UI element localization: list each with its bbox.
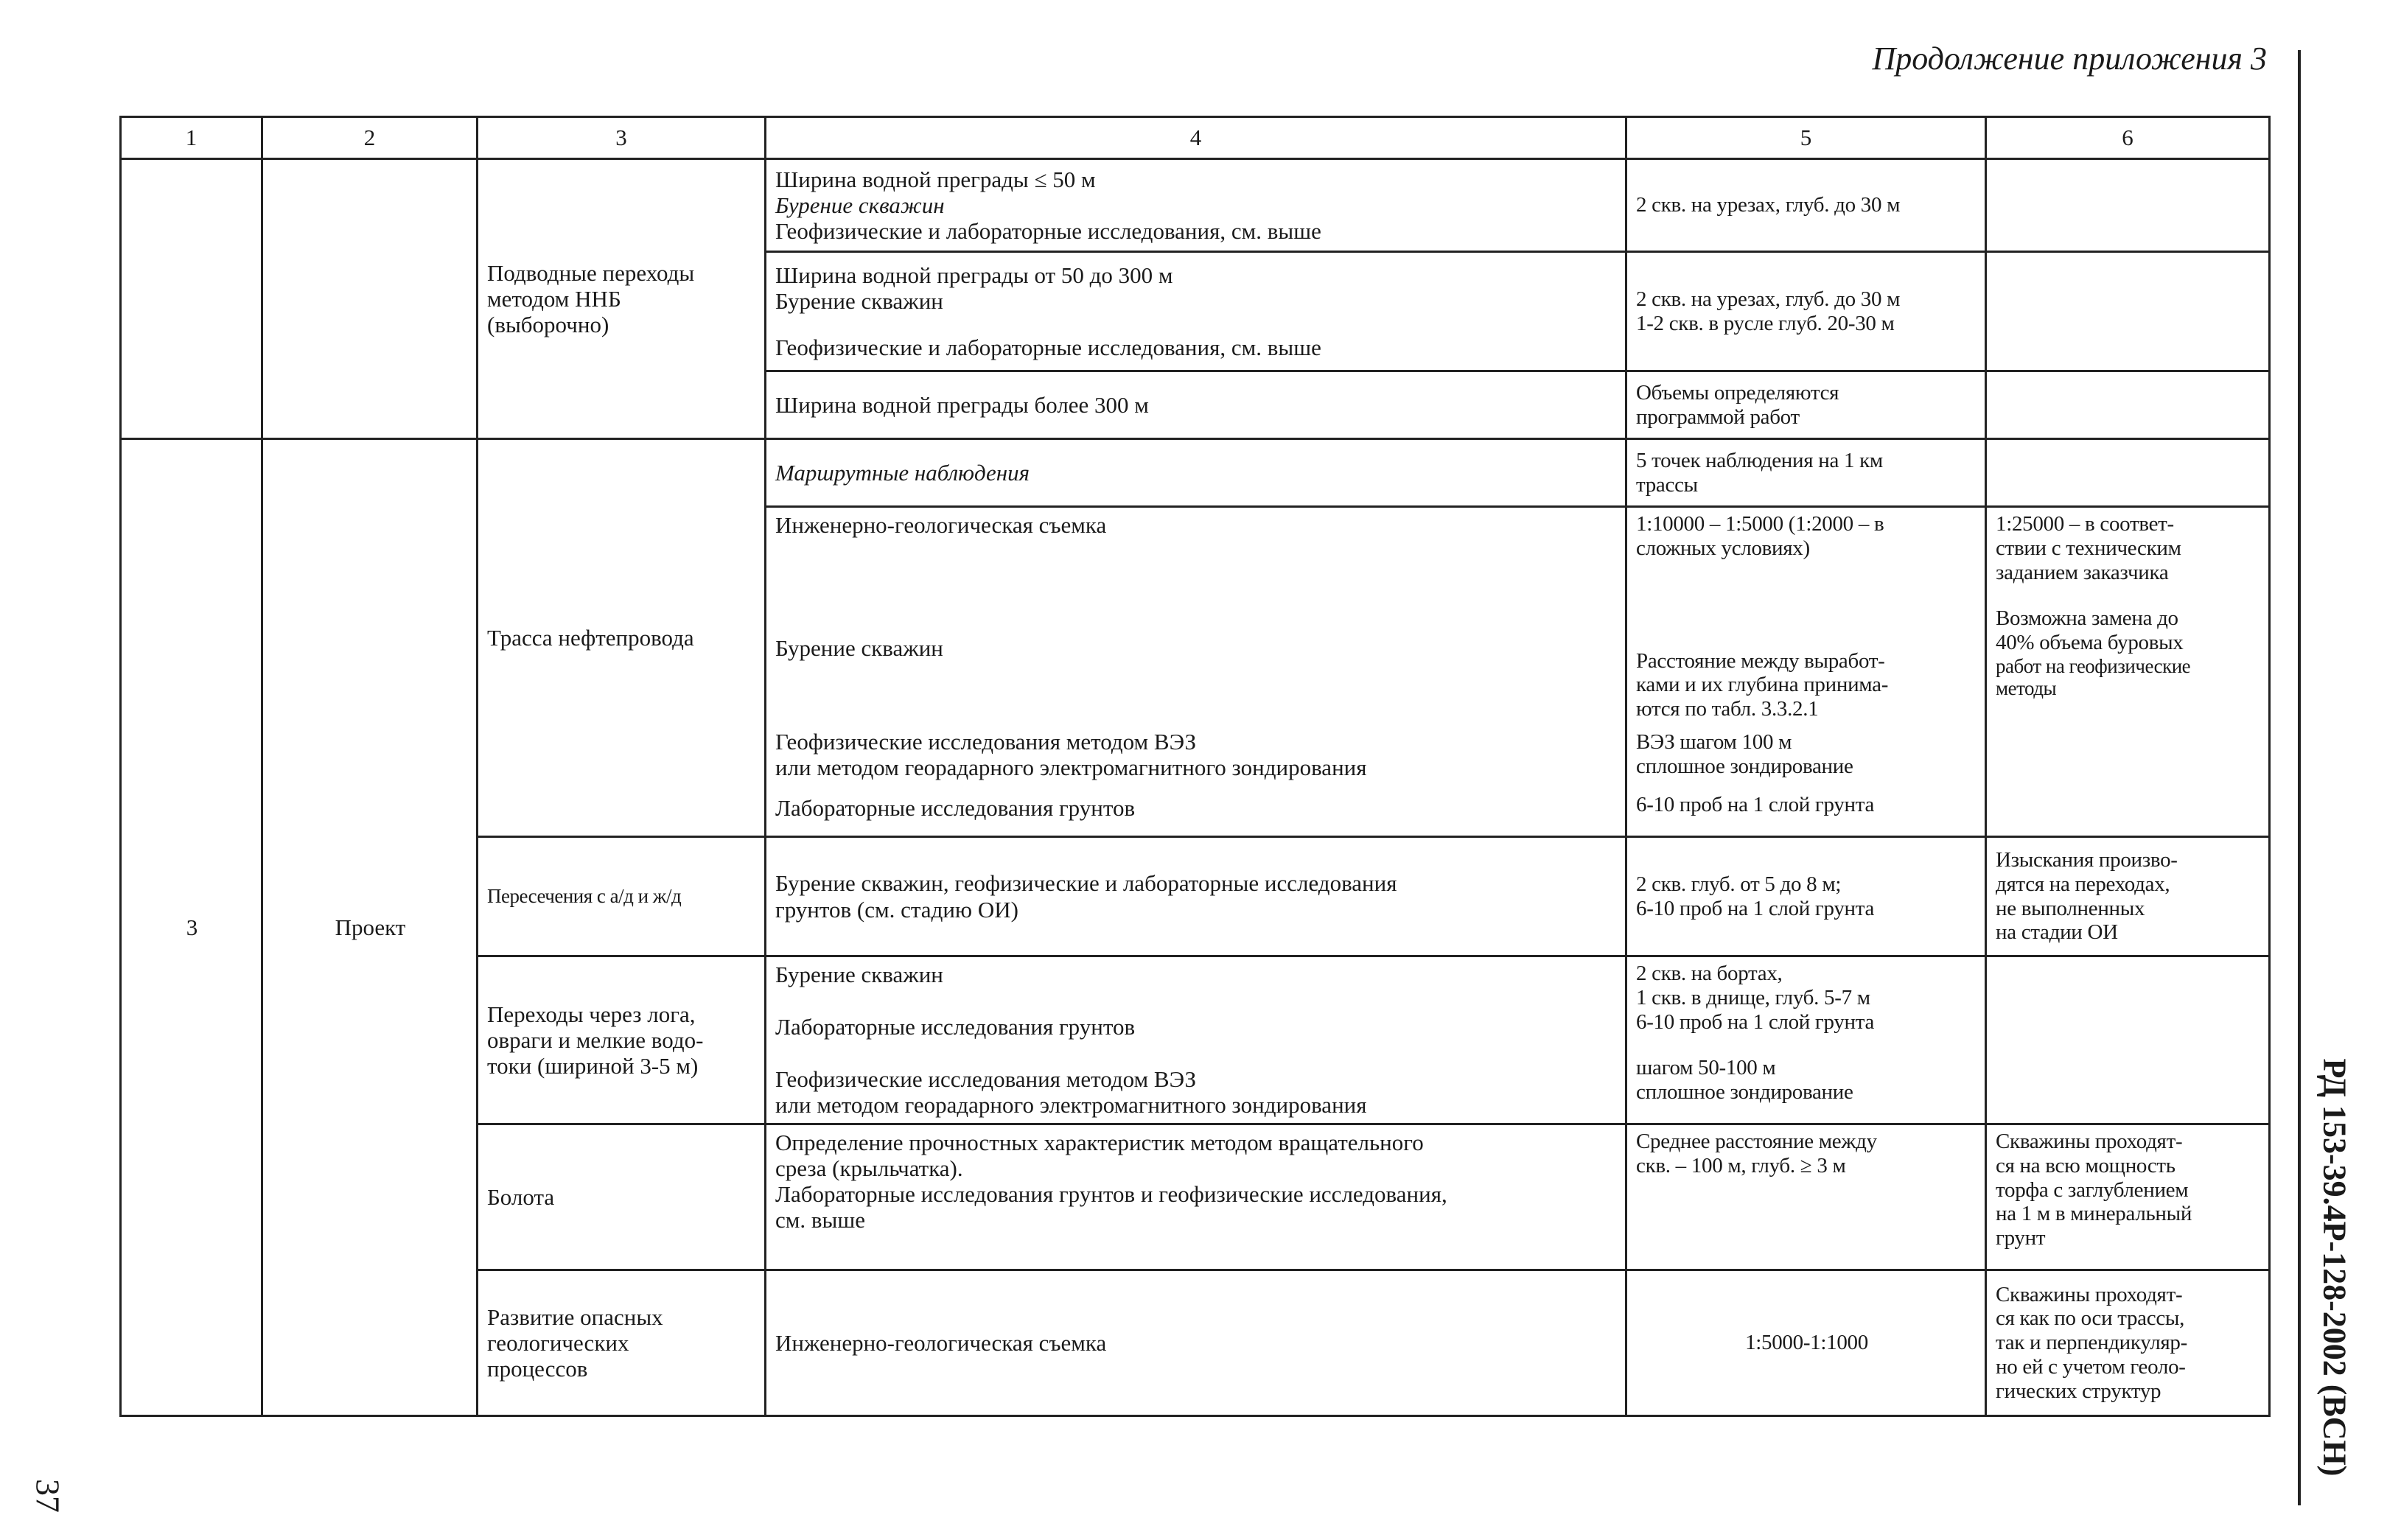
- work-cell: Ширина водной преграды более 300 м: [766, 371, 1626, 439]
- volume-cell: 2 скв. на урезах, глуб. до 30 м: [1626, 159, 1986, 252]
- work-cell: Бурение скважин, геофизические и лабораторные исследования грунтов (см. стадию ОИ): [766, 837, 1626, 956]
- work-cell: Определение прочностных характеристик методом вращательного среза (крыльчатка). Лабораторные исследования грунтов и геофизические исследования, см. выше: [766, 1124, 1626, 1270]
- object-cell-swamps: Болота: [478, 1124, 766, 1270]
- page-number: 37: [29, 1479, 67, 1513]
- note-cell: [1986, 159, 2270, 252]
- object-cell-ravines: Переходы через лога, овраги и мелкие водо- токи (шириной 3-5 м): [478, 956, 766, 1124]
- volume-cell: Среднее расстояние между скв. – 100 м, глуб. ≥ 3 м: [1626, 1124, 1986, 1270]
- note-cell: 1:25000 – в соответ- ствии с техническим заданием заказчика Возможна замена до 40% объема буровых работ на геофизические методы: [1986, 507, 2270, 837]
- vertical-rule: [2298, 50, 2301, 1505]
- stage-name: Проект: [262, 439, 478, 1416]
- object-cell-crossings: Пересечения с а/д и ж/д: [478, 837, 766, 956]
- appendix-continuation-title: Продолжение приложения 3: [1872, 41, 2267, 77]
- document-code: РД 153-39.4Р-128-2002 (ВСН): [2316, 1058, 2353, 1477]
- object-cell-hazards: Развитие опасных геологических процессов: [478, 1270, 766, 1416]
- volume-cell: 2 скв. на бортах, 1 скв. в днище, глуб. 5-7 м 6-10 проб на 1 слой грунта шагом 50-100 м сплошное зондирование: [1626, 956, 1986, 1124]
- work-cell: Инженерно-геологическая съемка Бурение скважин Геофизические исследования методом ВЭЗ или методом георадарного электромагнитного зондирования Лабораторные исследования грунтов: [766, 507, 1626, 837]
- note-cell: Скважины проходят- ся на всю мощность торфа с заглублением на 1 м в минеральный грунт: [1986, 1124, 2270, 1270]
- column-number: 3: [478, 117, 766, 159]
- note-cell: [1986, 371, 2270, 439]
- work-cell: Ширина водной преграды ≤ 50 м Бурение скважин Геофизические и лабораторные исследования, см. выше: [766, 159, 1626, 252]
- column-number: 4: [766, 117, 1626, 159]
- volume-cell: 5 точек наблюдения на 1 км трассы: [1626, 439, 1986, 507]
- note-cell: [1986, 956, 2270, 1124]
- work-cell: Инженерно-геологическая съемка: [766, 1270, 1626, 1416]
- column-number: 1: [121, 117, 262, 159]
- column-number: 2: [262, 117, 478, 159]
- table-row: [121, 159, 2270, 252]
- column-number-row: [121, 117, 2270, 159]
- volume-cell: 1:10000 – 1:5000 (1:2000 – в сложных условиях) Расстояние между выработ- ками и их глубина принима- ются по табл. 3.3.2.1 ВЭЗ шагом 100 м сплошное зондирование 6-10 проб на 1 слой грунта: [1626, 507, 1986, 837]
- requirements-table: [119, 116, 2271, 1417]
- column-number: 5: [1626, 117, 1986, 159]
- note-cell: [1986, 252, 2270, 371]
- volume-cell: Объемы определяются программой работ: [1626, 371, 1986, 439]
- work-cell: Ширина водной преграды от 50 до 300 м Бурение скважин Геофизические и лабораторные исследования, см. выше: [766, 252, 1626, 371]
- volume-cell: 2 скв. на урезах, глуб. до 30 м 1-2 скв. в русле глуб. 20-30 м: [1626, 252, 1986, 371]
- note-cell: Скважины проходят- ся как по оси трассы, так и перпендикуляр- но ей с учетом геоло- гических структур: [1986, 1270, 2270, 1416]
- stage-number: 3: [121, 439, 262, 1416]
- table-row: [121, 439, 2270, 507]
- object-cell-trace: Трасса нефтепровода: [478, 439, 766, 837]
- column-number: 6: [1986, 117, 2270, 159]
- work-cell: Маршрутные наблюдения: [766, 439, 1626, 507]
- stage-name-cell-empty: [262, 159, 478, 439]
- work-cell: Бурение скважин Лабораторные исследования грунтов Геофизические исследования методом ВЭЗ или методом георадарного электромагнитного зондирования: [766, 956, 1626, 1124]
- volume-cell: 2 скв. глуб. от 5 до 8 м; 6-10 проб на 1 слой грунта: [1626, 837, 1986, 956]
- note-cell: [1986, 439, 2270, 507]
- note-cell: Изыскания произво- дятся на переходах, не выполненных на стадии ОИ: [1986, 837, 2270, 956]
- stage-number-cell-empty: [121, 159, 262, 439]
- object-cell: Подводные переходы методом ННБ (выборочно): [478, 159, 766, 439]
- volume-cell: 1:5000-1:1000: [1626, 1270, 1986, 1416]
